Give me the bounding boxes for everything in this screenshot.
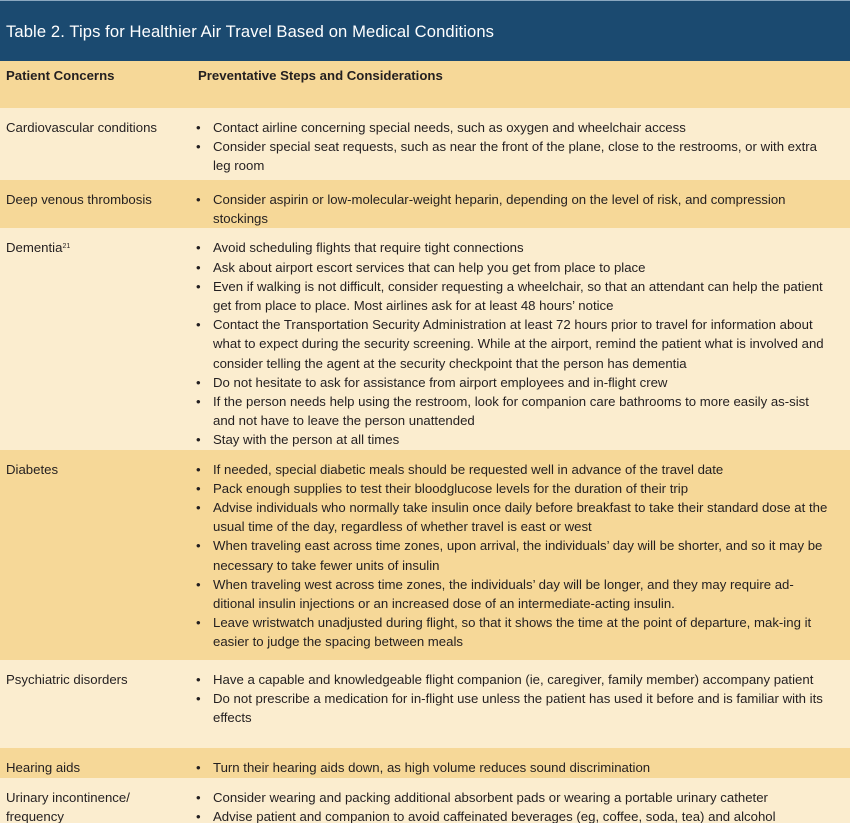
step-item: • Ask about airport escort services that can help you get from place to place <box>193 258 830 277</box>
steps-list <box>193 118 830 176</box>
step-item: • Do not hesitate to ask for assistance from airport employees and in-flight crew <box>193 373 830 392</box>
patient-concern-cell <box>0 228 193 449</box>
step-item: • When traveling west across time zones, the individuals’ day will be longer, and they may require ad-ditional insulin injections or an increased dose of an intermediate-acting insulin. <box>193 575 830 613</box>
step-item: • If needed, special diabetic meals should be requested well in advance of the travel date <box>193 460 830 479</box>
step-item: • Contact airline concerning special needs, such as oxygen and wheelchair access <box>193 118 830 137</box>
patient-concern-label: Psychiatric disorders <box>6 671 128 687</box>
step-item: • Turn their hearing aids down, as high volume reduces sound discrimination <box>193 758 830 777</box>
preventative-steps-cell <box>193 778 850 823</box>
table-row <box>0 450 850 660</box>
patient-concern-label: Diabetes <box>6 461 59 477</box>
patient-concern-cell <box>0 108 193 180</box>
preventative-steps-cell <box>193 748 850 778</box>
reference-number: 21 <box>62 243 71 251</box>
step-item: • Have a capable and knowledgeable flight companion (ie, caregiver, family member) accompany patient <box>193 670 830 689</box>
step-item: • Even if walking is not difficult, consider requesting a wheelchair, so that an attendant can help the patient get from place to place. Most airlines ask for at least 48 hours’ notice <box>193 277 830 315</box>
step-item: • Consider aspirin or low-molecular-weight heparin, depending on the level of risk, and compression stockings <box>193 190 830 228</box>
step-item: • Advise individuals who normally take insulin once daily before breakfast to take their standard dose at the usual time of the day, regardless of whether travel is east or west <box>193 498 830 536</box>
step-item: • Pack enough supplies to test their bloodglucose levels for the duration of their trip <box>193 479 830 498</box>
step-item: • Contact the Transportation Security Administration at least 72 hours prior to travel for information about what to expect during the security screening. While at the airport, remind the patient what is involved and consider telling the agent at the security checkpoint that the person has dementia <box>193 315 830 373</box>
steps-list <box>193 758 830 777</box>
step-item: • Consider wearing and packing additional absorbent pads or wearing a portable urinary catheter <box>193 788 830 807</box>
patient-concern-label: Hearing aids <box>6 759 81 775</box>
table-row <box>0 748 850 778</box>
table-row <box>0 660 850 748</box>
patient-concern-cell <box>0 450 193 660</box>
step-item: • Advise patient and companion to avoid caffeinated beverages (eg, coffee, soda, tea) and alcohol <box>193 807 830 823</box>
patient-concern-cell <box>0 180 193 228</box>
preventative-steps-cell <box>193 180 850 228</box>
patient-concern-cell <box>0 748 193 778</box>
table-title: Table 2. Tips for Healthier Air Travel Based on Medical Conditions <box>6 22 495 41</box>
table-body <box>0 108 850 823</box>
patient-concern-label: Cardiovascular conditions <box>6 120 157 135</box>
steps-list <box>193 670 830 728</box>
table-title-bar <box>0 0 850 61</box>
table-row <box>0 228 850 449</box>
step-item: • When traveling east across time zones, upon arrival, the individuals’ day will be shorter, and so it may be necessary to take fewer units of insulin <box>193 536 830 574</box>
preventative-steps-cell <box>193 450 850 660</box>
patient-concern-label: Dementia <box>6 240 63 256</box>
table-header-row <box>0 61 850 108</box>
header-preventative-steps: Preventative Steps and Considerations <box>193 61 850 108</box>
header-patient-concerns: Patient Concerns <box>0 61 193 108</box>
preventative-steps-cell <box>193 228 850 449</box>
step-item: • Leave wristwatch unadjusted during flight, so that it shows the time at the point of departure, mak-ing it easier to judge the spacing between meals <box>193 613 830 651</box>
steps-list <box>193 238 830 449</box>
step-item: • If the person needs help using the restroom, look for companion care bathrooms to more easily as-sist and not have to leave the person unattended <box>193 392 830 430</box>
tips-table <box>0 61 850 823</box>
table-row <box>0 180 850 228</box>
patient-concern-cell <box>0 660 193 748</box>
step-item: • Do not prescribe a medication for in-flight use unless the patient has used it before and is familiar with its effects <box>193 689 830 727</box>
patient-concern-label: Deep venous thrombosis <box>6 192 152 207</box>
table-row <box>0 778 850 823</box>
preventative-steps-cell <box>193 108 850 180</box>
steps-list <box>193 190 830 228</box>
preventative-steps-cell <box>193 660 850 748</box>
steps-list <box>193 460 830 652</box>
steps-list <box>193 788 830 823</box>
patient-concern-label: Urinary incontinence/ frequency <box>6 789 130 823</box>
table-row <box>0 108 850 180</box>
patient-concern-cell <box>0 778 193 823</box>
step-item: • Avoid scheduling flights that require tight connections <box>193 238 830 257</box>
step-item: • Consider special seat requests, such as near the front of the plane, close to the restrooms, or with extra leg room <box>193 137 830 175</box>
step-item: • Stay with the person at all times <box>193 430 830 449</box>
